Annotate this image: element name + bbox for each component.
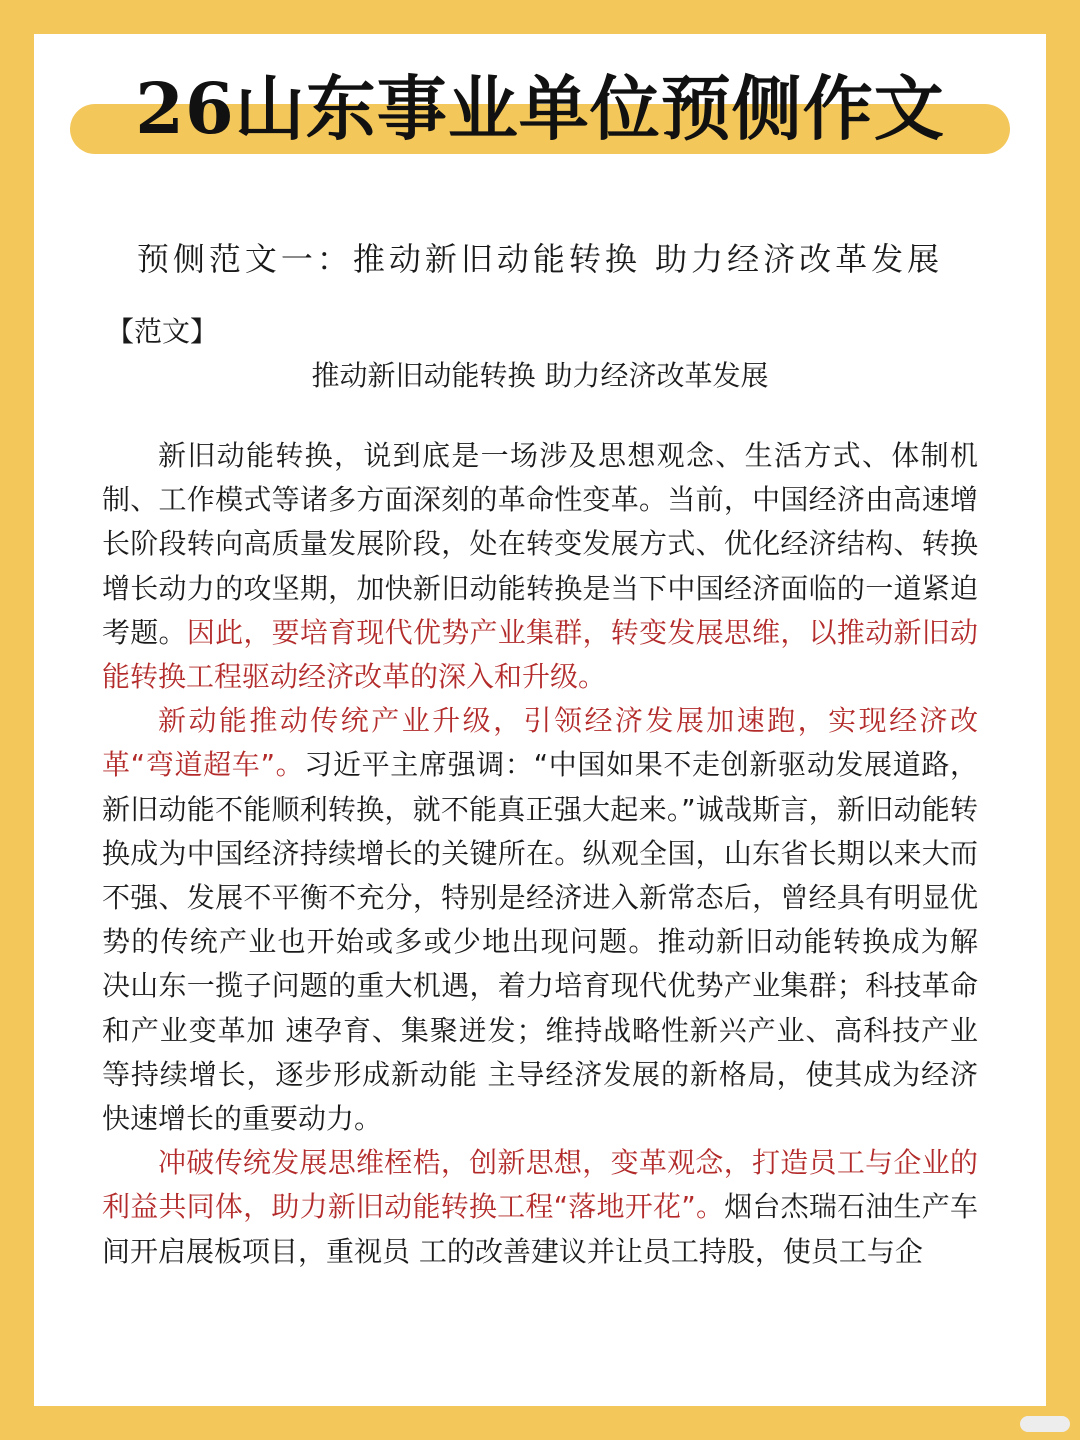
- paragraph-1: [102, 434, 978, 699]
- paragraph-3-highlight: 冲破传统发展思维桎梏，创新思想，变革观念，打造员工与企业的利益共同体，助力新旧动能转换工程“落地开花”。: [102, 1146, 978, 1224]
- paragraph-2: [102, 699, 978, 1141]
- essay-tag: 【范文】: [106, 315, 219, 348]
- main-title: 26山东事业单位预侧作文: [135, 67, 945, 150]
- paragraph-1-highlight: 因此，要培育现代优势产业集群，转变发展思维，以推动新旧动能转换工程驱动经济改革的深入和升级。: [102, 615, 978, 694]
- subtitle: 预侧范文一：推动新旧动能转换 助力经济改革发展: [136, 240, 944, 278]
- essay-title: 推动新旧动能转换 助力经济改革发展: [311, 359, 769, 392]
- paragraph-2-text: 习近平主席强调：“中国如果不走创新驱动发展道路，新旧动能不能顺利转换，就不能真正强大起来。”诚哉斯言，新旧动能转换成为中国经济持续增长的关键所在。纵观全国，山东省长期以来大而不强、发展不平衡不充分，特别是经济进入新常态后，曾经具有明显优势的传统产业也开始或多或少地出现问题。推动新旧动能转换成为解 决山东一揽子问题的重大机遇，着力培育现代优势产业集群；科技革命和产业变革加 速孕育、集聚迸发；维持战略性新兴产业、高科技产业等持续增长，逐步形成新动能 主导经济发展的新格局，使其成为经济快速增长的重要动力。: [102, 748, 978, 1136]
- document-page: [34, 34, 1046, 1406]
- paragraph-1-text: 新旧动能转换，说到底是一场涉及思想观念、生活方式、体制机制、工作模式等诸多方面深刻的革命性变革。当前，中国经济由高速增长阶段转向高质量发展阶段，处在转变发展方式、优化经济结构、转换增长动力的攻坚期，加快新旧动能转换是当下中国经济面临的一道紧迫考题。: [102, 439, 978, 649]
- paragraph-2-highlight: 新动能推动传统产业升级，引领经济发展加速跑，实现经济改革“弯道超车”。: [102, 704, 978, 782]
- watermark-badge: [1020, 1416, 1070, 1432]
- paragraph-3-text: 烟台杰瑞石油生产车间开启展板项目，重视员 工的改善建议并让员工持股，使员工与企: [102, 1190, 978, 1268]
- essay-body: [102, 434, 978, 1274]
- paragraph-3: [102, 1141, 978, 1274]
